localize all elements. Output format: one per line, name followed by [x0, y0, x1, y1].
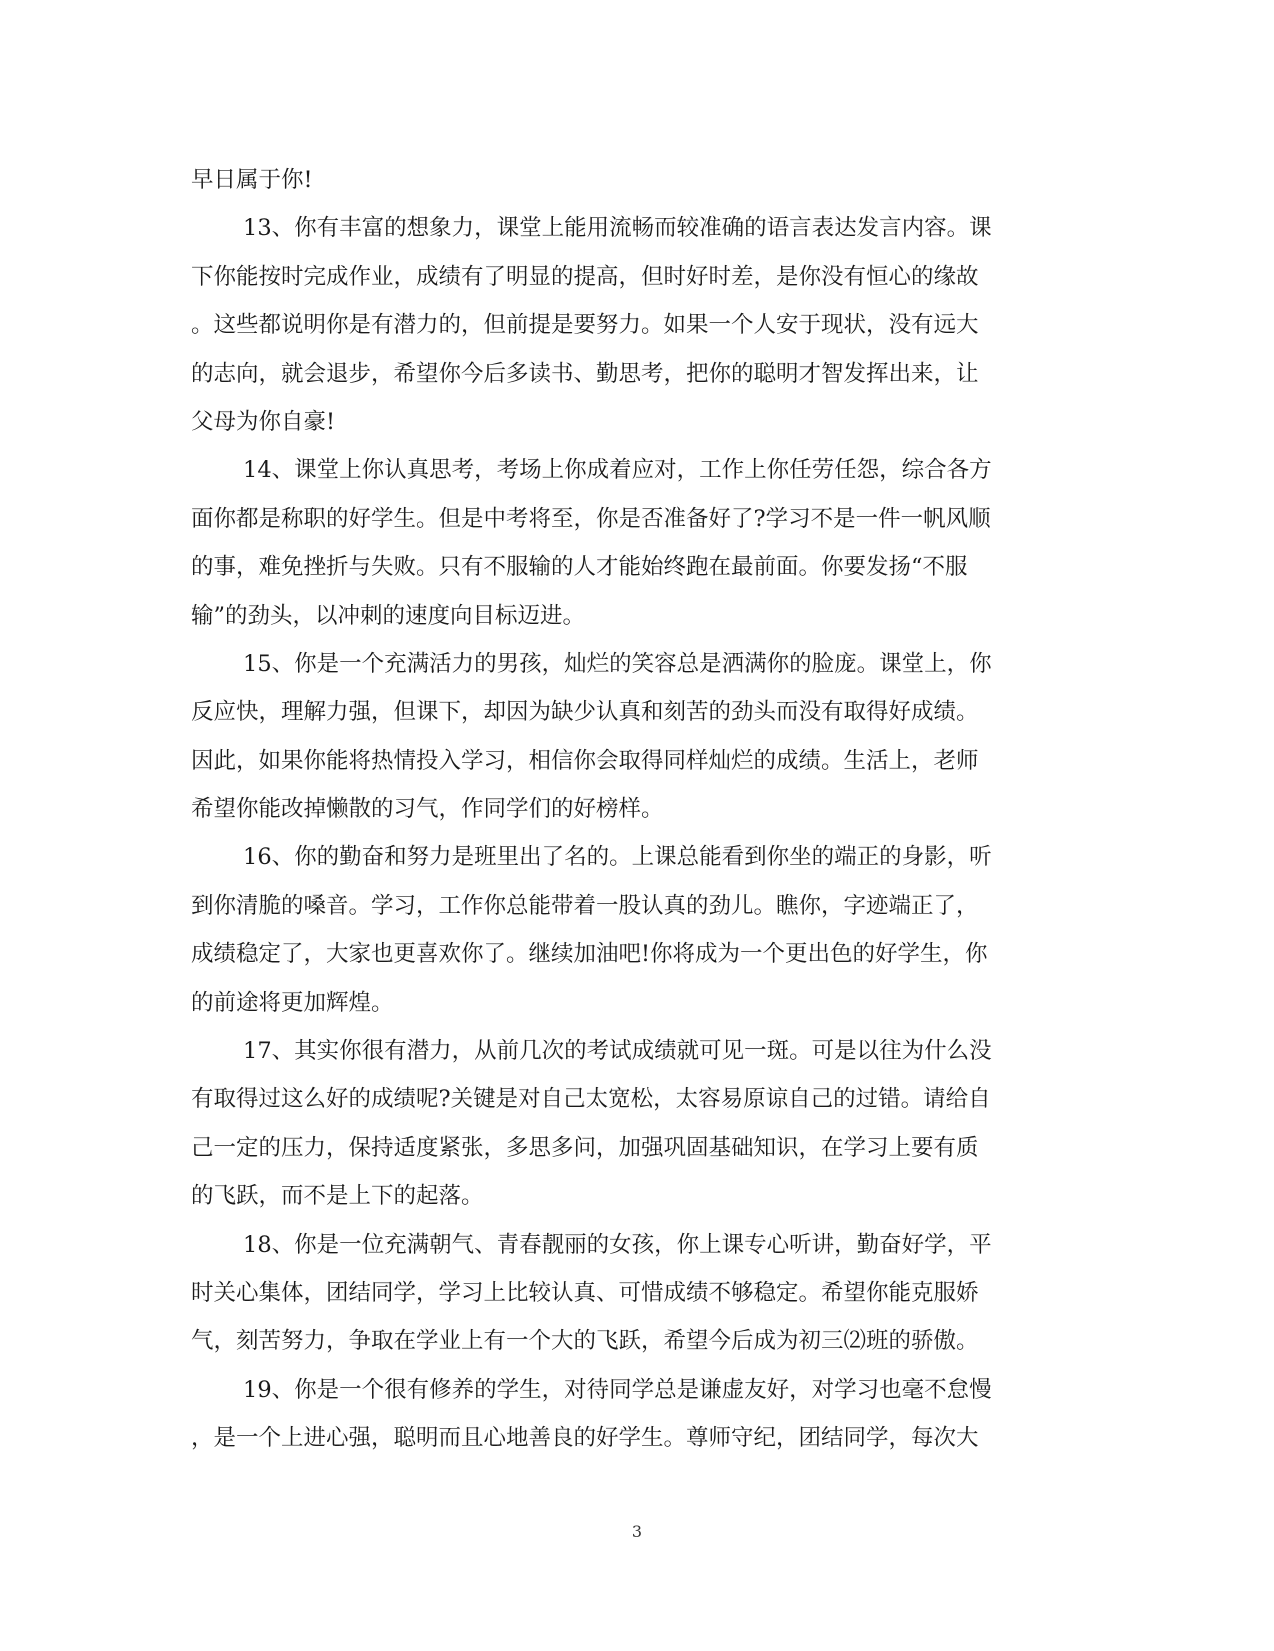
text-line: 的前途将更加辉煌。 [191, 989, 394, 1016]
text-line: ，是一个上进心强，聪明而且心地善良的好学生。尊师守纪，团结同学，每次大 [191, 1425, 979, 1452]
text-line: 父母为你自豪! [191, 408, 336, 435]
text-line: 的飞跃，而不是上下的起落。 [191, 1183, 484, 1210]
text-line: 的事，难免挫折与失败。只有不服输的人才能始终跑在最前面。你要发扬“不服 [191, 554, 968, 581]
text-line: 气，刻苦努力，争取在学业上有一个大的飞跃，希望今后成为初三⑵班的骄傲。 [191, 1328, 979, 1355]
text-line: 己一定的压力，保持适度紧张，多思多问，加强巩固基础知识，在学习上要有质 [191, 1134, 979, 1161]
text-line: 希望你能改掉懒散的习气，作同学们的好榜样。 [191, 796, 664, 823]
page-number: 3 [631, 1522, 643, 1541]
text-line: 早日属于你! [191, 167, 313, 193]
text-line: 有取得过这么好的成绩呢?关键是对自己太宽松，太容易原谅自己的过错。请给自 [191, 1086, 991, 1113]
text-line: 。这些都说明你是有潜力的，但前提是要努力。如果一个人安于现状，没有远大 [191, 312, 979, 339]
text-line: 成绩稳定了，大家也更喜欢你了。继续加油吧!你将成为一个更出色的好学生，你 [191, 941, 988, 968]
text-line: 下你能按时完成作业，成绩有了明显的提高，但时好时差，是你没有恒心的缘故 [191, 263, 979, 290]
paragraph-first-line: 13、你有丰富的想象力，课堂上能用流畅而较准确的语言表达发言内容。课 [243, 215, 992, 242]
paragraph-first-line: 14、课堂上你认真思考，考场上你成着应对，工作上你任劳任怨，综合各方 [243, 457, 992, 484]
paragraph-first-line: 19、你是一个很有修养的学生，对待同学总是谦虚友好，对学习也毫不怠慢 [243, 1376, 992, 1403]
body-text [191, 156, 1071, 1463]
text-line: 面你都是称职的好学生。但是中考将至，你是否准备好了?学习不是一件一帆风顺 [191, 505, 991, 532]
text-line: 时关心集体，团结同学，学习上比较认真、可惜成绩不够稳定。希望你能克服娇 [191, 1279, 979, 1306]
text-line: 反应快，理解力强，但课下，却因为缺少认真和刻苦的劲头而没有取得好成绩。 [191, 699, 979, 726]
paragraph-first-line: 17、其实你很有潜力，从前几次的考试成绩就可见一斑。可是以往为什么没 [243, 1038, 992, 1065]
paragraph-first-line: 16、你的勤奋和努力是班里出了名的。上课总能看到你坐的端正的身影，听 [243, 844, 992, 871]
paragraph-first-line: 15、你是一个充满活力的男孩，灿烂的笑容总是洒满你的脸庞。课堂上，你 [243, 650, 992, 677]
text-line: 因此，如果你能将热情投入学习，相信你会取得同样灿烂的成绩。生活上，老师 [191, 747, 979, 774]
text-line: 输”的劲头，以冲刺的速度向目标迈进。 [191, 602, 586, 629]
text-line: 的志向，就会退步，希望你今后多读书、勤思考，把你的聪明才智发挥出来，让 [191, 360, 979, 387]
text-line: 到你清脆的嗓音。学习，工作你总能带着一股认真的劲儿。瞧你，字迹端正了， [191, 892, 979, 919]
paragraph-first-line: 18、你是一位充满朝气、青春靓丽的女孩，你上课专心听讲，勤奋好学，平 [243, 1231, 992, 1258]
